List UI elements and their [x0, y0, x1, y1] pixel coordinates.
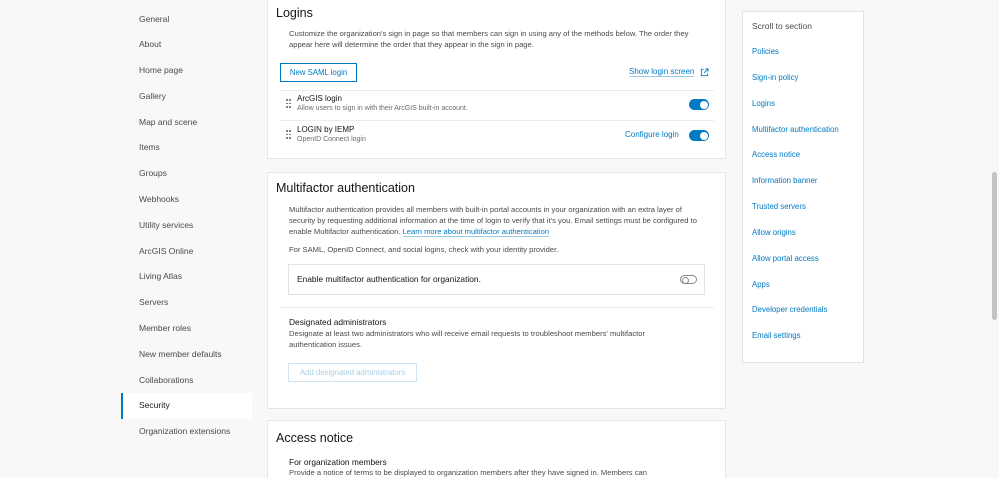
nav-item-about[interactable]: About: [139, 39, 162, 50]
logins-description: Customize the organization's sign in page so that members can sign in using any of the methods below. The order they appear here will determine the order that they appear in the sign in page.: [289, 29, 689, 50]
scroll-link-sign-in-policy[interactable]: Sign-in policy: [752, 73, 799, 82]
configure-login-link[interactable]: Configure login: [625, 130, 679, 139]
scroll-to-section-panel: [742, 11, 864, 363]
mfa-description-text: Multifactor authentication provides all members with built-in portal accounts in your organization with an extra layer of security by requesting additional information at the time of login to verify that it's you. Email settings must be configured to enable Multifactor authentication.: [289, 205, 697, 237]
scroll-link-trusted-servers[interactable]: Trusted servers: [752, 202, 806, 211]
mfa-enable-toggle[interactable]: [680, 275, 697, 284]
arcgis-login-toggle[interactable]: [689, 99, 709, 110]
access-notice-description: Provide a notice of terms to be displayed to organization members after they have signed in. Members can: [289, 468, 647, 477]
access-notice-title: Access notice: [276, 431, 354, 445]
scroll-link-allow-origins[interactable]: Allow origins: [752, 228, 796, 237]
show-login-screen-link[interactable]: [629, 67, 709, 77]
arcgis-login-subtitle: Allow users to sign in with their ArcGIS built-in account.: [297, 105, 468, 112]
drag-handle-icon[interactable]: [286, 130, 292, 140]
scroll-link-allow-portal-access[interactable]: Allow portal access: [752, 254, 819, 263]
nav-item-collaborations[interactable]: Collaborations: [139, 374, 194, 385]
mfa-note: For SAML, OpenID Connect, and social logins, check with your identity provider.: [289, 245, 559, 254]
scroll-link-developer-credentials[interactable]: Developer credentials: [752, 305, 828, 314]
nav-item-utility-services[interactable]: Utility services: [139, 219, 194, 230]
divider: [280, 307, 714, 308]
scroll-link-mfa[interactable]: Multifactor authentication: [752, 125, 839, 134]
nav-item-living-atlas[interactable]: Living Atlas: [139, 271, 182, 282]
divider: [280, 90, 714, 91]
nav-item-servers[interactable]: Servers: [139, 297, 169, 308]
learn-more-mfa-link[interactable]: Learn more about multifactor authentication: [402, 227, 550, 237]
scroll-link-logins[interactable]: Logins: [752, 99, 775, 108]
mfa-title: Multifactor authentication: [276, 181, 415, 195]
mfa-enable-label: Enable multifactor authentication for organization.: [297, 274, 481, 284]
iemp-login-subtitle: OpenID Connect login: [297, 136, 366, 143]
nav-item-security[interactable]: Security: [121, 393, 252, 419]
arcgis-login-title: ArcGIS login: [297, 94, 342, 103]
scroll-link-information-banner[interactable]: Information banner: [752, 176, 818, 185]
nav-item-gallery[interactable]: Gallery: [139, 90, 166, 101]
access-notice-subtitle: For organization members: [289, 457, 387, 467]
add-designated-admins-button[interactable]: Add designated administrators: [288, 363, 417, 382]
nav-item-map-and-scene[interactable]: Map and scene: [139, 116, 198, 127]
nav-item-general[interactable]: General: [139, 13, 170, 24]
scroll-panel-title: Scroll to section: [752, 21, 812, 31]
nav-item-new-member-defaults[interactable]: New member defaults: [139, 348, 222, 359]
nav-item-home-page[interactable]: Home page: [139, 65, 183, 76]
iemp-login-toggle[interactable]: [689, 130, 709, 141]
scroll-link-email-settings[interactable]: Email settings: [752, 331, 801, 340]
show-login-screen-label: Show login screen: [629, 67, 695, 76]
divider: [280, 120, 714, 121]
mfa-description: [289, 204, 709, 238]
scroll-link-apps[interactable]: Apps: [752, 280, 770, 289]
nav-item-webhooks[interactable]: Webhooks: [139, 194, 180, 205]
nav-item-items[interactable]: Items: [139, 142, 160, 153]
designated-admins-title: Designated administrators: [289, 317, 387, 327]
designated-admins-description: Designate at least two administrators who will receive email requests to troubleshoot members' multifactor authentication issues.: [289, 329, 645, 350]
iemp-login-title: LOGIN by IEMP: [297, 125, 355, 134]
logins-title: Logins: [276, 6, 313, 20]
nav-item-member-roles[interactable]: Member roles: [139, 323, 191, 334]
scroll-link-access-notice[interactable]: Access notice: [752, 150, 801, 159]
nav-item-organization-extensions[interactable]: Organization extensions: [139, 426, 231, 437]
left-nav: [121, 0, 252, 445]
external-link-icon: [700, 68, 709, 77]
page-scrollbar[interactable]: [992, 172, 997, 320]
drag-handle-icon[interactable]: [286, 99, 292, 109]
nav-item-groups[interactable]: Groups: [139, 168, 167, 179]
scroll-link-policies[interactable]: Policies: [752, 47, 779, 56]
nav-item-arcgis-online[interactable]: ArcGIS Online: [139, 245, 194, 256]
new-saml-login-button[interactable]: New SAML login: [280, 63, 357, 82]
